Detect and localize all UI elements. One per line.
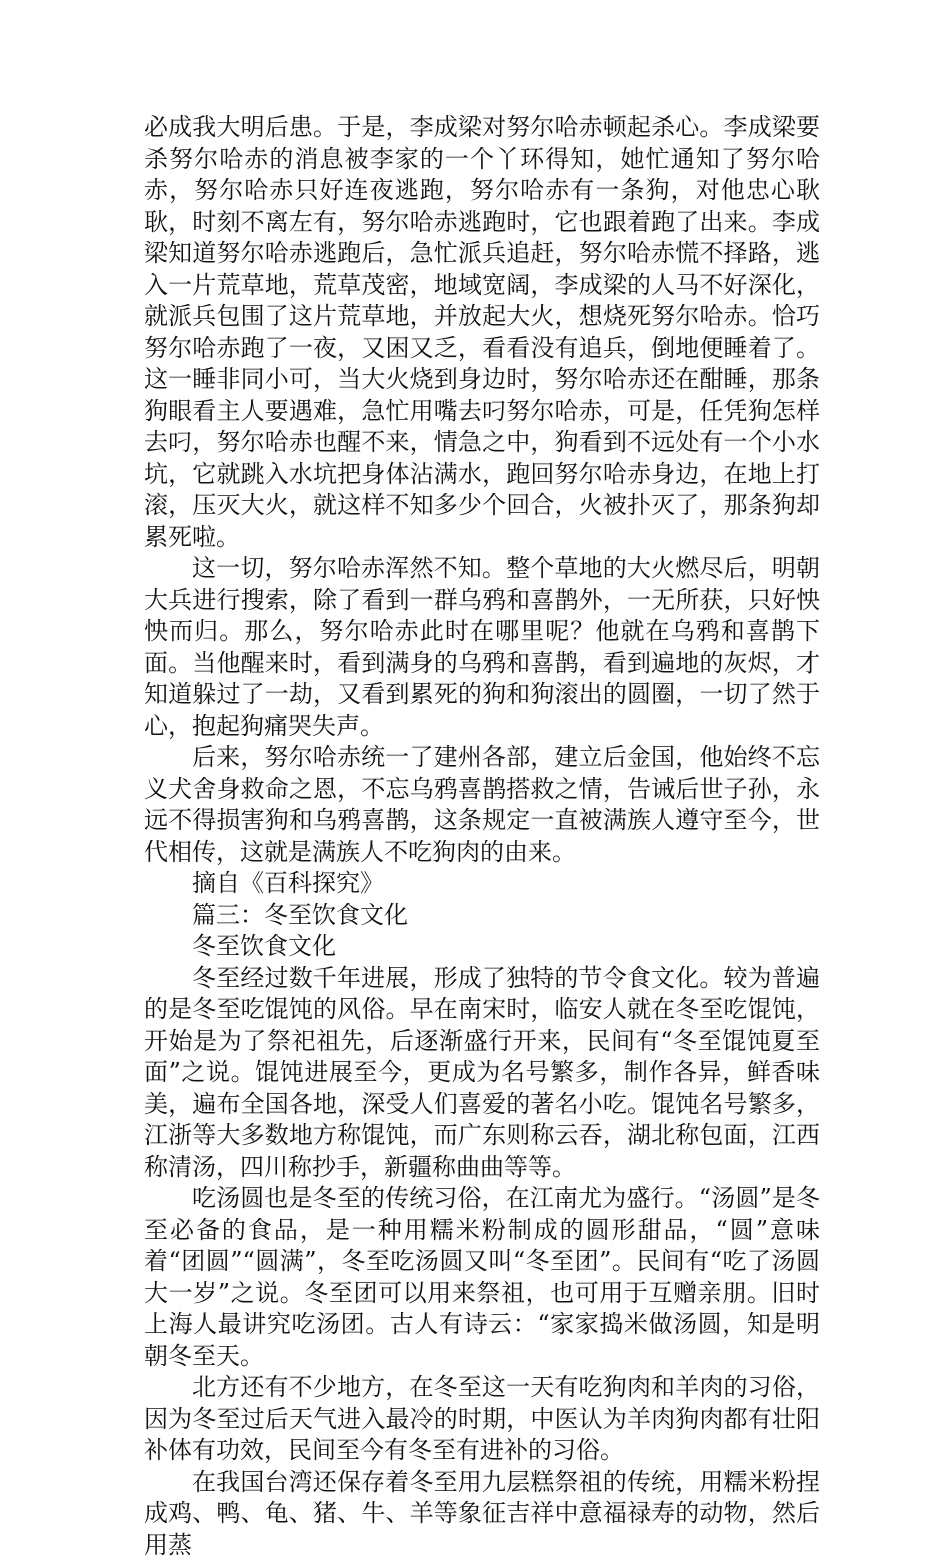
paragraph-later-founding: 后来，努尔哈赤统一了建州各部，建立后金国，他始终不忘义犬舍身救命之恩，不忘乌鸦喜鹊搭救之情，告诫后世子孙，永远不得损害狗和乌鸦喜鹊，这条规定一直被满族人遵守至今，世代相传，这就是满族人不吃狗肉的由来。 [144, 742, 820, 868]
source-citation: 摘自《百科探究》 [144, 868, 820, 900]
paragraph-wonton: 冬至经过数千年进展，形成了独特的节令食文化。较为普遍的是冬至吃馄饨的风俗。早在南宋时，临安人就在冬至吃馄饨，开始是为了祭祀祖先，后逐渐盛行开来，民间有“冬至馄饨夏至面”之说。馄饨进展至今，更成为名号繁多，制作各异，鲜香味美，遍布全国各地，深受人们喜爱的著名小吃。馄饨名号繁多，江浙等大多数地方称馄饨，而广东则称云吞，湖北称包面，江西称清汤，四川称抄手，新疆称曲曲等等。 [144, 963, 820, 1184]
section-title: 冬至饮食文化 [144, 931, 820, 963]
paragraph-story-continued: 必成我大明后患。于是，李成梁对努尔哈赤顿起杀心。李成梁要杀努尔哈赤的消息被李家的一个丫环得知，她忙通知了努尔哈赤，努尔哈赤只好连夜逃跑，努尔哈赤有一条狗，对他忠心耿耿，时刻不离左有，努尔哈赤逃跑时，它也跟着跑了出来。李成梁知道努尔哈赤逃跑后，急忙派兵追赶，努尔哈赤慌不择路，逃入一片荒草地，荒草茂密，地域宽阔，李成梁的人马不好深化，就派兵包围了这片荒草地，并放起大火，想烧死努尔哈赤。恰巧努尔哈赤跑了一夜，又困又乏，看看没有追兵，倒地便睡着了。这一睡非同小可，当大火烧到身边时，努尔哈赤还在酣睡，那条狗眼看主人要遇难，急忙用嘴去叼努尔哈赤，可是，任凭狗怎样去叼，努尔哈赤也醒不来，情急之中，狗看到不远处有一个小水坑，它就跳入水坑把身体沾满水，跑回努尔哈赤身边，在地上打滚，压灭大火，就这样不知多少个回合，火被扑灭了，那条狗却累死啦。 [144, 112, 820, 553]
section-heading: 篇三：冬至饮食文化 [144, 900, 820, 932]
paragraph-nurhaci-unaware: 这一切，努尔哈赤浑然不知。整个草地的大火燃尽后，明朝大兵进行搜索，除了看到一群乌鸦和喜鹊外，一无所获，只好怏怏而归。那么，努尔哈赤此时在哪里呢？他就在乌鸦和喜鹊下面。当他醒来时，看到满身的乌鸦和喜鹊，看到遍地的灰烬，才知道躲过了一劫，又看到累死的狗和狗滚出的圆圈，一切了然于心，抱起狗痛哭失声。 [144, 553, 820, 742]
paragraph-taiwan-cake: 在我国台湾还保存着冬至用九层糕祭祖的传统，用糯米粉捏成鸡、鸭、龟、猪、牛、羊等象征吉祥中意福禄寿的动物，然后用蒸 [144, 1467, 820, 1561]
paragraph-north-meat: 北方还有不少地方，在冬至这一天有吃狗肉和羊肉的习俗，因为冬至过后天气进入最冷的时期，中医认为羊肉狗肉都有壮阳补体有功效，民间至今有冬至有进补的习俗。 [144, 1372, 820, 1467]
paragraph-tangyuan: 吃汤圆也是冬至的传统习俗，在江南尤为盛行。“汤圆”是冬至必备的食品，是一种用糯米粉制成的圆形甜品，“圆”意味着“团圆”“圆满”，冬至吃汤圆又叫“冬至团”。民间有“吃了汤圆大一岁”之说。冬至团可以用来祭祖，也可用于互赠亲朋。旧时上海人最讲究吃汤团。古人有诗云：“家家捣米做汤圆，知是明朝冬至天。 [144, 1183, 820, 1372]
